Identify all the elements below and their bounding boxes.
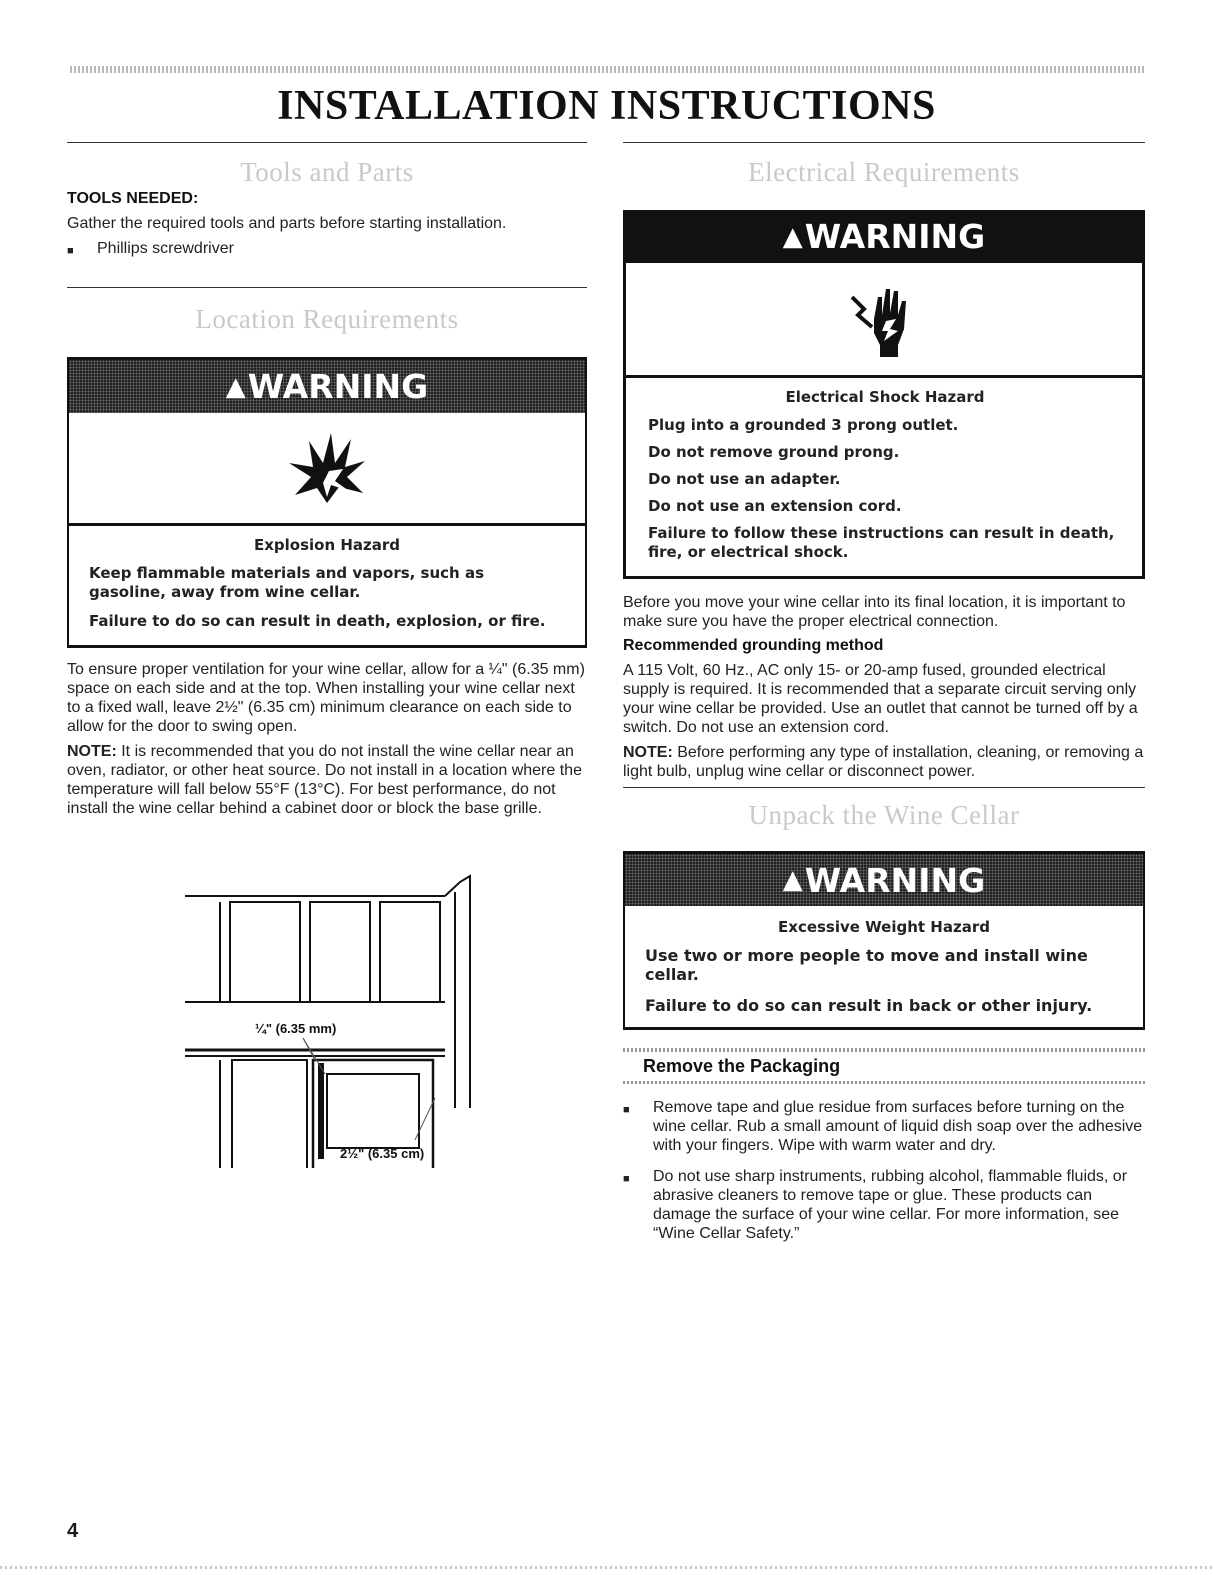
page-title: INSTALLATION INSTRUCTIONS [277, 83, 936, 129]
warning-line: Plug into a grounded 3 prong outlet. [648, 416, 959, 434]
electric-shock-icon [844, 279, 924, 359]
location-heading: Location Requirements [195, 304, 459, 334]
warning-triangle-icon: ▲ [225, 371, 246, 402]
bullet-icon: ■ [67, 245, 74, 257]
bullet-icon: ■ [623, 1104, 630, 1116]
list-item-text: Remove tape and glue residue from surfaces before turning on the wine cellar. Rub a small amount of liquid dish soap over the adhesive with your fingers. Wipe with warm water and dry. [653, 1099, 1143, 1154]
warning-body [69, 526, 585, 645]
warning-line: Failure to do so can result in death, explosion, or fire. [89, 612, 546, 630]
warning-line: Do not remove ground prong. [648, 443, 900, 461]
note-text: Before performing any type of installation, cleaning, or removing a light bulb, unplug wine cellar or disconnect power. [623, 744, 1144, 780]
warning-banner-text: WARNING [247, 367, 429, 406]
warning-banner-text: WARNING [804, 860, 986, 900]
note-text: It is recommended that you do not install the wine cellar near an oven, radiator, or other heat source. Do not install in a location where the temperature will fall below 55°F (13°C). For best performance, do not install the wine cellar behind a cabinet door or block the base grille. [67, 743, 582, 817]
list-item-text: Phillips screwdriver [97, 240, 234, 257]
warning-body [625, 906, 1143, 1027]
warning-icon-row [626, 263, 1142, 378]
tools-intro: Gather the required tools and parts before starting installation. [67, 215, 507, 232]
tools-subheading: TOOLS NEEDED: [67, 190, 199, 207]
warning-line: Failure to do so can result in back or other injury. [645, 996, 1093, 1015]
warning-body [626, 378, 1142, 576]
explosion-warning-box [67, 357, 587, 648]
unpack-heading: Unpack the Wine Cellar [748, 800, 1020, 830]
warning-banner [626, 210, 1142, 263]
grounding-heading: Recommended grounding method [623, 637, 884, 654]
section-rule [67, 142, 587, 143]
top-dotted-rule [70, 66, 1146, 73]
packaging-heading: Remove the Packaging [643, 1056, 841, 1076]
electrical-paragraph: Before you move your wine cellar into its final location, it is important to make sure you have the proper electrical connection. [623, 594, 1126, 630]
list-item [623, 1167, 1145, 1243]
left-column [67, 142, 587, 824]
tools-heading: Tools and Parts [240, 157, 414, 187]
warning-icon-row [69, 413, 585, 526]
dotted-rule [623, 1048, 1145, 1052]
warning-line: Use two or more people to move and install wine cellar. [645, 946, 1088, 984]
warning-triangle-icon: ▲ [782, 221, 803, 252]
warning-banner [69, 360, 585, 413]
section-rule [623, 787, 1145, 788]
list-item-text: Do not use sharp instruments, rubbing alcohol, flammable fluids, or abrasive cleaners to remove tape or glue. These products can damage the surface of your wine cellar. For more information, see “Wine Cellar Safety.” [653, 1168, 1128, 1242]
note-label: NOTE: [623, 744, 673, 761]
note-label: NOTE: [67, 743, 117, 760]
hazard-title: Excessive Weight Hazard [778, 918, 990, 936]
electrical-note [623, 743, 1145, 781]
warning-banner [625, 854, 1143, 906]
bullet-icon: ■ [623, 1173, 630, 1185]
grounding-paragraph: A 115 Volt, 60 Hz., AC only 15- or 20-amp fused, grounded electrical supply is required. It is recommended that a separate circuit serving only your wine cellar be provided. Use an outlet that cannot be turned off by a switch. Do not use an extension cord. [623, 662, 1138, 736]
warning-line: Do not use an extension cord. [648, 497, 902, 515]
dotted-rule [623, 1081, 1145, 1084]
warning-line: Failure to follow these instructions can result in death, fire, or electrical shock. [648, 524, 1115, 561]
hazard-title: Electrical Shock Hazard [785, 388, 985, 406]
explosion-icon [287, 433, 367, 503]
warning-triangle-icon: ▲ [782, 865, 803, 895]
figure-label-top: ¼" (6.35 mm) [255, 1021, 337, 1036]
clearance-illustration [115, 868, 495, 1168]
clearance-diagram [115, 868, 495, 1168]
page-number: 4 [67, 1520, 79, 1542]
figure-label-bottom: 2½" (6.35 cm) [340, 1146, 425, 1161]
electrical-heading: Electrical Requirements [748, 157, 1020, 187]
list-item [623, 1098, 1145, 1155]
bottom-dotted-rule [0, 1566, 1213, 1569]
section-rule [623, 142, 1145, 143]
location-note [67, 742, 587, 818]
list-item [67, 239, 587, 261]
hazard-title: Explosion Hazard [253, 536, 401, 554]
right-column [623, 142, 1145, 1243]
weight-warning-box [623, 851, 1145, 1030]
warning-line: Do not use an adapter. [648, 470, 841, 488]
electrical-warning-box [623, 210, 1145, 579]
section-rule [67, 287, 587, 288]
ventilation-paragraph: To ensure proper ventilation for your wine cellar, allow for a ¼" (6.35 mm) space on each side and at the top. When installing your wine cellar next to a fixed wall, leave 2½" (6.35 cm) minimum clearance on each side to allow for the door to swing open. [67, 661, 585, 735]
warning-line: Keep flammable materials and vapors, such as gasoline, away from wine cellar. [89, 564, 485, 601]
warning-banner-text: WARNING [804, 217, 986, 256]
